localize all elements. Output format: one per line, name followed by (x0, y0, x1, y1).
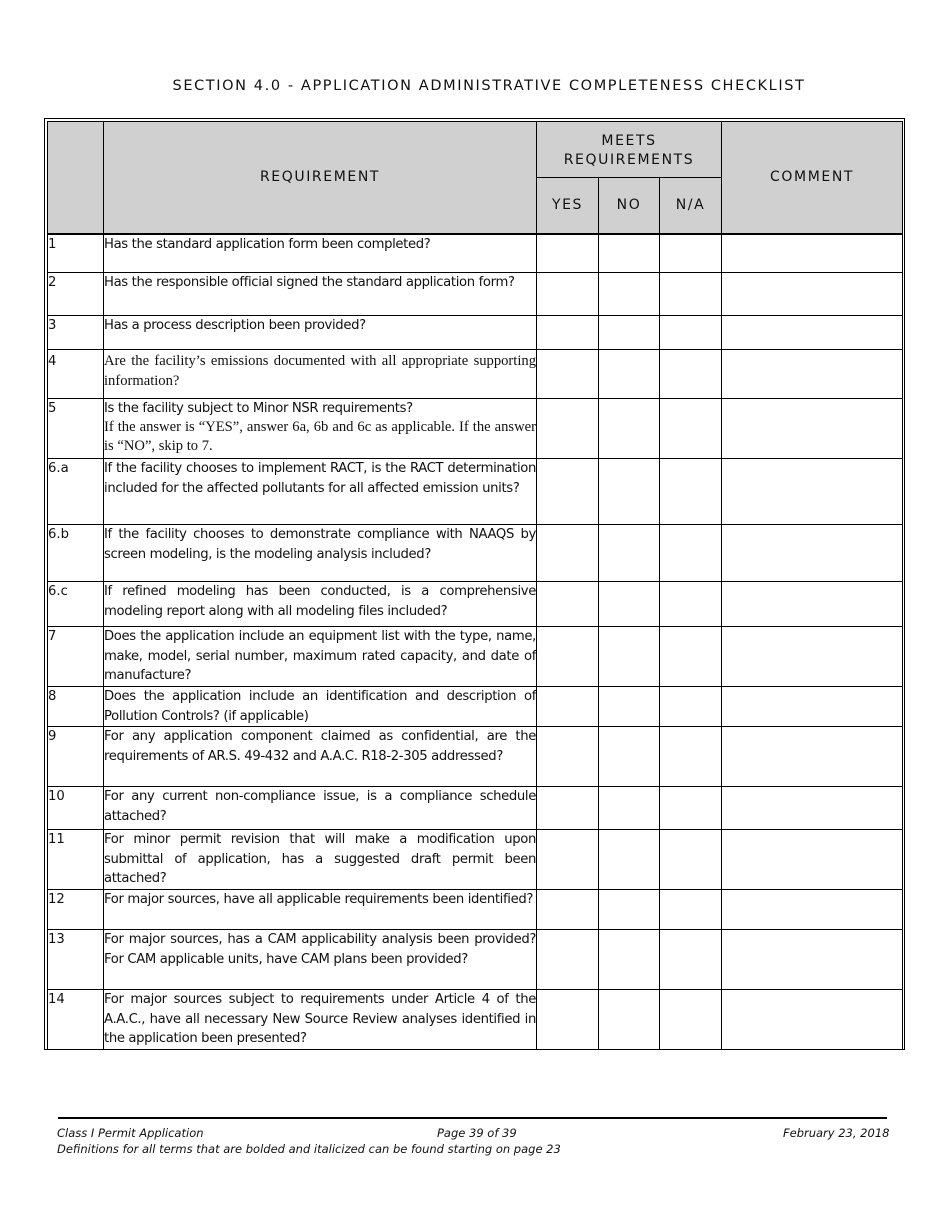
comment-cell[interactable] (722, 890, 903, 930)
no-cell[interactable] (599, 525, 660, 582)
row-number: 5 (48, 399, 104, 459)
comment-cell[interactable] (722, 234, 903, 273)
na-cell[interactable] (660, 273, 722, 316)
yes-cell[interactable] (537, 890, 599, 930)
comment-cell[interactable] (722, 350, 903, 399)
no-cell[interactable] (599, 627, 660, 687)
na-cell[interactable] (660, 525, 722, 582)
na-cell[interactable] (660, 990, 722, 1050)
no-cell[interactable] (599, 890, 660, 930)
yes-cell[interactable] (537, 687, 599, 727)
table-row (48, 990, 903, 1050)
yes-column-header: YES (537, 178, 599, 234)
comment-column-header: COMMENT (722, 122, 903, 234)
number-column-header (48, 122, 104, 234)
row-number: 13 (48, 930, 104, 990)
comment-cell[interactable] (722, 787, 903, 830)
yes-cell[interactable] (537, 990, 599, 1050)
row-requirement-text: Is the facility subject to Minor NSR requirements? (104, 401, 413, 416)
row-requirement (104, 350, 537, 399)
table-row (48, 525, 903, 582)
row-requirement (104, 399, 537, 459)
row-number: 4 (48, 350, 104, 399)
row-number: 8 (48, 687, 104, 727)
comment-cell[interactable] (722, 930, 903, 990)
comment-cell[interactable] (722, 990, 903, 1050)
table-row (48, 830, 903, 890)
footer-definitions-note: Definitions for all terms that are bolded and italicized can be found starting on page 23 (57, 1142, 561, 1156)
row-number: 12 (48, 890, 104, 930)
yes-cell[interactable] (537, 459, 599, 525)
table-row (48, 727, 903, 787)
no-cell[interactable] (599, 399, 660, 459)
comment-cell[interactable] (722, 525, 903, 582)
table-row (48, 273, 903, 316)
na-cell[interactable] (660, 787, 722, 830)
table-row (48, 316, 903, 350)
yes-cell[interactable] (537, 399, 599, 459)
footer-divider (58, 1117, 887, 1119)
na-cell[interactable] (660, 890, 722, 930)
yes-cell[interactable] (537, 582, 599, 627)
no-cell[interactable] (599, 582, 660, 627)
yes-cell[interactable] (537, 627, 599, 687)
comment-cell[interactable] (722, 316, 903, 350)
yes-cell[interactable] (537, 787, 599, 830)
row-requirement: If refined modeling has been conducted, is a comprehensive modeling report along with all modeling files included? (104, 582, 537, 627)
yes-cell[interactable] (537, 234, 599, 273)
table-row (48, 350, 903, 399)
yes-cell[interactable] (537, 830, 599, 890)
no-cell[interactable] (599, 727, 660, 787)
no-cell[interactable] (599, 930, 660, 990)
yes-cell[interactable] (537, 930, 599, 990)
comment-cell[interactable] (722, 582, 903, 627)
row-requirement: If the facility chooses to demonstrate compliance with NAAQS by screen modeling, is the modeling analysis included? (104, 525, 537, 582)
comment-cell[interactable] (722, 627, 903, 687)
na-cell[interactable] (660, 830, 722, 890)
row-requirement: For minor permit revision that will make a modification upon submittal of application, has a suggested draft permit been attached? (104, 830, 537, 890)
row-requirement: For major sources, has a CAM applicability analysis been provided? For CAM applicable units, have CAM plans been provided? (104, 930, 537, 990)
yes-cell[interactable] (537, 525, 599, 582)
section-title: SECTION 4.0 - APPLICATION ADMINISTRATIVE COMPLETENESS CHECKLIST (172, 78, 806, 94)
table-row (48, 399, 903, 459)
footer-date: February 23, 2018 (783, 1126, 890, 1140)
row-requirement: For major sources, have all applicable requirements been identified? (104, 890, 537, 930)
row-number: 14 (48, 990, 104, 1050)
footer-document-name: Class I Permit Application (57, 1126, 204, 1140)
na-cell[interactable] (660, 234, 722, 273)
na-cell[interactable] (660, 399, 722, 459)
row-number: 7 (48, 627, 104, 687)
meets-requirements-header: MEETS REQUIREMENTS (537, 122, 722, 178)
na-cell[interactable] (660, 627, 722, 687)
row-number: 9 (48, 727, 104, 787)
na-cell[interactable] (660, 687, 722, 727)
no-cell[interactable] (599, 316, 660, 350)
no-column-header: NO (599, 178, 660, 234)
no-cell[interactable] (599, 990, 660, 1050)
table-row (48, 459, 903, 525)
table-row (48, 582, 903, 627)
row-requirement-note: If the answer is “YES”, answer 6a, 6b and 6c as applicable. If the answer is “NO”, skip to 7. (104, 419, 536, 454)
comment-cell[interactable] (722, 727, 903, 787)
table-row (48, 930, 903, 990)
no-cell[interactable] (599, 830, 660, 890)
comment-cell[interactable] (722, 830, 903, 890)
row-requirement-text: Are the facility’s emissions documented with all appropriate supporting information? (104, 353, 536, 389)
na-cell[interactable] (660, 727, 722, 787)
table-row (48, 890, 903, 930)
row-requirement: For any application component claimed as confidential, are the requirements of AR.S. 49-432 and A.A.C. R18-2-305 addressed? (104, 727, 537, 787)
comment-cell[interactable] (722, 399, 903, 459)
footer-page-number: Page 39 of 39 (437, 1126, 517, 1140)
no-cell[interactable] (599, 350, 660, 399)
row-number: 6.c (48, 582, 104, 627)
row-number: 2 (48, 273, 104, 316)
row-number: 6.b (48, 525, 104, 582)
row-requirement: Has the responsible official signed the standard application form? (104, 273, 537, 316)
no-cell[interactable] (599, 787, 660, 830)
checklist-table-frame (44, 118, 905, 1050)
row-requirement: Does the application include an equipment list with the type, name, make, model, serial number, maximum rated capacity, and date of manufacture? (104, 627, 537, 687)
no-cell[interactable] (599, 687, 660, 727)
table-row (48, 234, 903, 273)
na-column-header: N/A (660, 178, 722, 234)
comment-cell[interactable] (722, 687, 903, 727)
row-requirement: If the facility chooses to implement RACT, is the RACT determination included for the affected pollutants for all affected emission units? (104, 459, 537, 525)
row-requirement: Has the standard application form been completed? (104, 234, 537, 273)
table-row (48, 687, 903, 727)
na-cell[interactable] (660, 459, 722, 525)
na-cell[interactable] (660, 316, 722, 350)
yes-cell[interactable] (537, 316, 599, 350)
yes-cell[interactable] (537, 727, 599, 787)
no-cell[interactable] (599, 273, 660, 316)
checklist-table (47, 121, 903, 1050)
yes-cell[interactable] (537, 350, 599, 399)
no-cell[interactable] (599, 234, 660, 273)
no-cell[interactable] (599, 459, 660, 525)
row-number: 3 (48, 316, 104, 350)
row-number: 10 (48, 787, 104, 830)
na-cell[interactable] (660, 930, 722, 990)
comment-cell[interactable] (722, 459, 903, 525)
na-cell[interactable] (660, 582, 722, 627)
row-requirement: For major sources subject to requirements under Article 4 of the A.A.C., have all necessary New Source Review analyses identified in the application been presented? (104, 990, 537, 1050)
table-row (48, 787, 903, 830)
row-requirement: For any current non-compliance issue, is a compliance schedule attached? (104, 787, 537, 830)
row-requirement: Does the application include an identification and description of Pollution Controls? (if applicable) (104, 687, 537, 727)
row-number: 1 (48, 234, 104, 273)
row-number: 11 (48, 830, 104, 890)
table-row (48, 627, 903, 687)
row-number: 6.a (48, 459, 104, 525)
comment-cell[interactable] (722, 273, 903, 316)
na-cell[interactable] (660, 350, 722, 399)
requirement-column-header: REQUIREMENT (104, 122, 537, 234)
yes-cell[interactable] (537, 273, 599, 316)
row-requirement: Has a process description been provided? (104, 316, 537, 350)
